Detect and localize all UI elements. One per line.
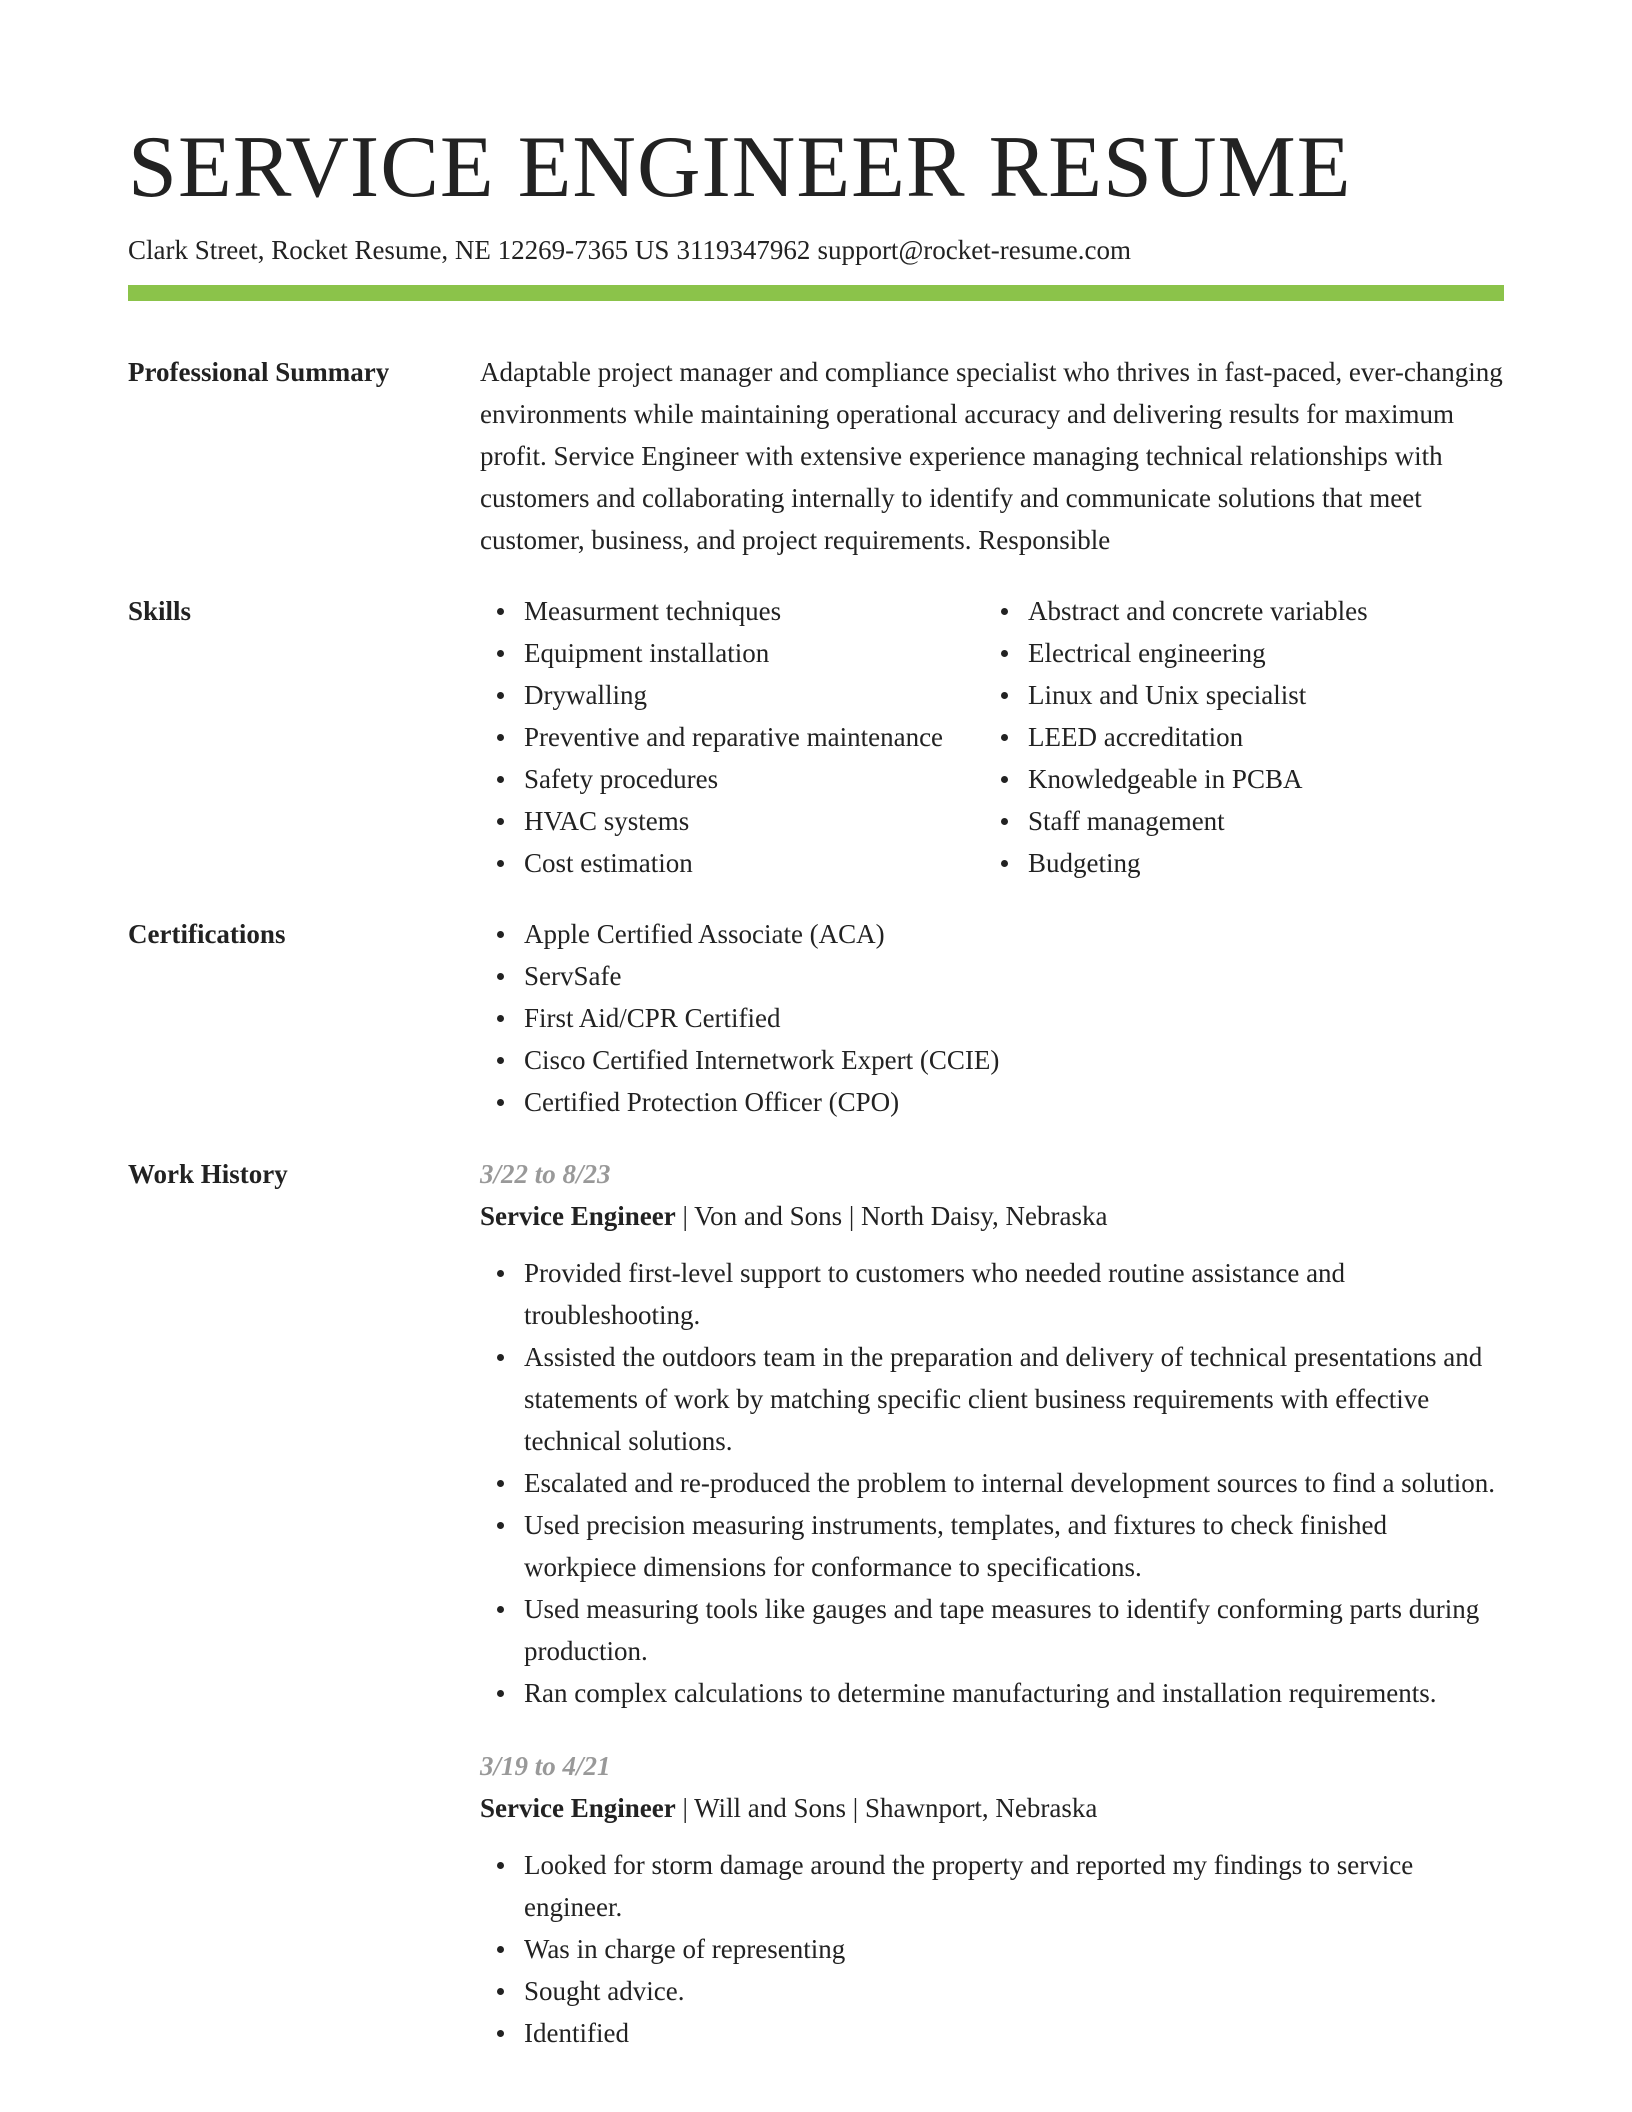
job-dates: 3/19 to 4/21: [480, 1751, 611, 1781]
certification-item: First Aid/CPR Certified: [524, 997, 1504, 1039]
job-entry: [480, 1745, 1504, 2054]
job-title-line: [480, 1787, 1504, 1829]
skill-item: Safety procedures: [524, 758, 984, 800]
skill-item: Drywalling: [524, 674, 984, 716]
skill-item: Knowledgeable in PCBA: [1028, 758, 1504, 800]
job-bullets: [480, 1844, 1504, 2054]
contact-address: Clark Street, Rocket Resume, NE 12269-7365 US: [128, 235, 670, 265]
certifications-body: [480, 913, 1504, 1123]
job-bullet: Provided first-level support to customers who needed routine assistance and troubleshooting.: [524, 1252, 1504, 1336]
skill-item: Preventive and reparative maintenance: [524, 716, 984, 758]
skills-list-right: [984, 590, 1504, 884]
job-bullet: Sought advice.: [524, 1970, 1504, 2012]
contact-email: support@rocket-resume.com: [817, 235, 1131, 265]
skill-item: Cost estimation: [524, 842, 984, 884]
job-dates: 3/22 to 8/23: [480, 1159, 611, 1189]
skill-item: Budgeting: [1028, 842, 1504, 884]
skill-item: Staff management: [1028, 800, 1504, 842]
summary-text: Adaptable project manager and compliance specialist who thrives in fast-paced, ever-changing environments while maintaining operational accuracy and delivering results for maximum profit. Service Engineer with extensive experience managing technical relationships with customers and collaborating internally to identify and communicate solutions that meet customer, business, and project requirements. Responsible: [480, 357, 1503, 555]
job-bullet: Ran complex calculations to determine manufacturing and installation requirements.: [524, 1672, 1504, 1714]
job-bullet: Used precision measuring instruments, templates, and fixtures to check finished workpiece dimensions for conformance to specifications.: [524, 1504, 1504, 1588]
certifications-label: Certifications: [128, 919, 286, 949]
certification-item: Certified Protection Officer (CPO): [524, 1081, 1504, 1123]
summary-body: [480, 351, 1504, 561]
contact-line: [128, 232, 1131, 268]
job-employer-location: | Von and Sons | North Daisy, Nebraska: [675, 1201, 1108, 1231]
skill-item: Measurment techniques: [524, 590, 984, 632]
skill-item: Linux and Unix specialist: [1028, 674, 1504, 716]
skills-body: [480, 590, 1504, 884]
job-bullet: Escalated and re-produced the problem to internal development sources to find a solution.: [524, 1462, 1504, 1504]
skill-item: HVAC systems: [524, 800, 984, 842]
certification-item: Apple Certified Associate (ACA): [524, 913, 1504, 955]
job-bullets: [480, 1252, 1504, 1714]
skill-item: Equipment installation: [524, 632, 984, 674]
summary-label: Professional Summary: [128, 357, 390, 387]
work-history-body: [480, 1153, 1504, 2054]
job-employer-location: | Will and Sons | Shawnport, Nebraska: [675, 1793, 1098, 1823]
contact-phone: 3119347962: [676, 235, 811, 265]
accent-divider: [128, 285, 1504, 301]
certification-item: Cisco Certified Internetwork Expert (CCIE): [524, 1039, 1504, 1081]
skills-label: Skills: [128, 596, 192, 626]
job-role: Service Engineer: [480, 1201, 676, 1231]
certifications-list: [480, 913, 1504, 1123]
job-bullet: Identified: [524, 2012, 1504, 2054]
resume-title: SERVICE ENGINEER RESUME: [128, 119, 1352, 216]
skill-item: Electrical engineering: [1028, 632, 1504, 674]
certification-item: ServSafe: [524, 955, 1504, 997]
job-bullet: Used measuring tools like gauges and tape measures to identify conforming parts during production.: [524, 1588, 1504, 1672]
work-history-label: Work History: [128, 1159, 288, 1189]
job-entry: [480, 1153, 1504, 1714]
skill-item: LEED accreditation: [1028, 716, 1504, 758]
job-bullet: Was in charge of representing: [524, 1928, 1504, 1970]
job-role: Service Engineer: [480, 1793, 676, 1823]
job-bullet: Looked for storm damage around the property and reported my findings to service engineer.: [524, 1844, 1504, 1928]
skill-item: Abstract and concrete variables: [1028, 590, 1504, 632]
job-title-line: [480, 1195, 1504, 1237]
skills-list-left: [480, 590, 984, 884]
job-bullet: Assisted the outdoors team in the preparation and delivery of technical presentations and statements of work by matching specific client business requirements with effective technical solutions.: [524, 1336, 1504, 1462]
